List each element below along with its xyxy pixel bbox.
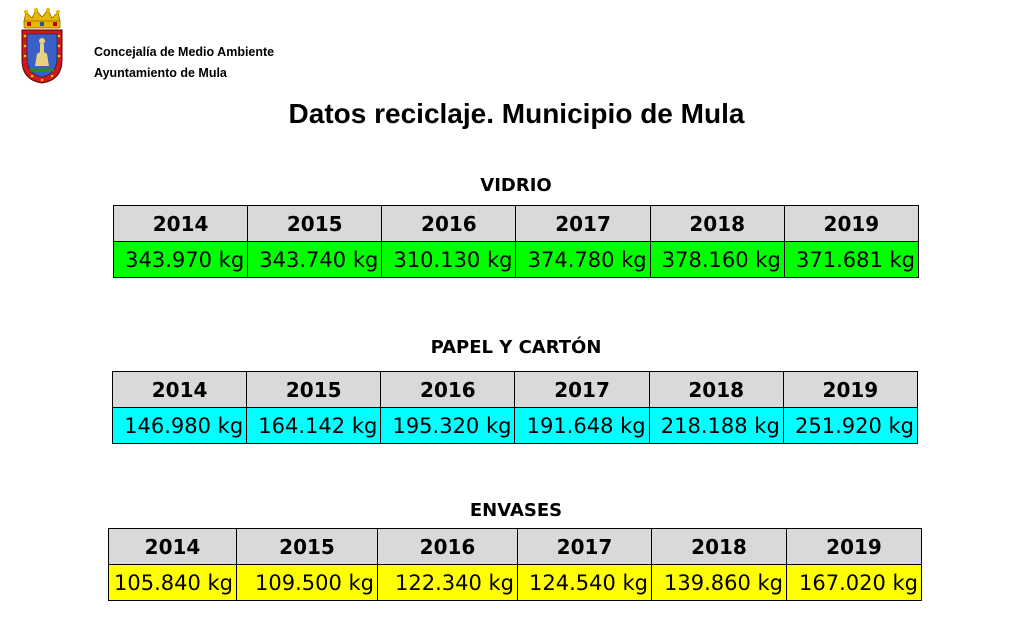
year-cell: 2019: [783, 372, 917, 408]
value-cell: 124.540 kg: [518, 565, 652, 601]
year-cell: 2014: [114, 206, 248, 242]
value-cell: 310.130 kg: [382, 242, 516, 278]
value-cell: 109.500 kg: [237, 565, 378, 601]
value-cell: 191.648 kg: [515, 408, 649, 444]
council-name: Ayuntamiento de Mula: [94, 66, 227, 80]
year-cell: 2015: [248, 206, 382, 242]
year-cell: 2016: [381, 372, 515, 408]
value-cell: 343.740 kg: [248, 242, 382, 278]
year-cell: 2016: [382, 206, 516, 242]
value-cell: 378.160 kg: [650, 242, 784, 278]
year-cell: 2018: [650, 206, 784, 242]
papel-carton-table: [112, 371, 918, 444]
organization-header: [94, 42, 274, 84]
section-title-envases: ENVASES: [469, 500, 563, 521]
coat-of-arms-logo: [18, 8, 66, 84]
value-cell: 371.681 kg: [784, 242, 918, 278]
section-title-vidrio: VIDRIO: [480, 175, 552, 196]
year-cell: 2018: [649, 372, 783, 408]
year-cell: 2014: [113, 372, 247, 408]
value-cell: 164.142 kg: [247, 408, 381, 444]
value-cell: 251.920 kg: [783, 408, 917, 444]
envases-table: [108, 528, 922, 601]
year-cell: 2015: [237, 529, 378, 565]
table-value-row: [113, 408, 918, 444]
table-header-row: [109, 529, 922, 565]
year-cell: 2019: [784, 206, 918, 242]
value-cell: 218.188 kg: [649, 408, 783, 444]
page-title: Datos reciclaje. Municipio de Mula: [288, 98, 745, 129]
year-cell: 2015: [247, 372, 381, 408]
value-cell: 195.320 kg: [381, 408, 515, 444]
section-title-papel-carton: PAPEL Y CARTÓN: [430, 337, 602, 358]
year-cell: 2016: [378, 529, 518, 565]
value-cell: 374.780 kg: [516, 242, 650, 278]
value-cell: 343.970 kg: [114, 242, 248, 278]
value-cell: 139.860 kg: [652, 565, 787, 601]
year-cell: 2017: [518, 529, 652, 565]
year-cell: 2017: [516, 206, 650, 242]
year-cell: 2019: [787, 529, 922, 565]
table-header-row: [114, 206, 919, 242]
year-cell: 2017: [515, 372, 649, 408]
value-cell: 105.840 kg: [109, 565, 237, 601]
table-value-row: [114, 242, 919, 278]
table-header-row: [113, 372, 918, 408]
year-cell: 2018: [652, 529, 787, 565]
value-cell: 167.020 kg: [787, 565, 922, 601]
value-cell: 146.980 kg: [113, 408, 247, 444]
table-value-row: [109, 565, 922, 601]
department-name: Concejalía de Medio Ambiente: [94, 45, 275, 59]
vidrio-table: [113, 205, 919, 278]
value-cell: 122.340 kg: [378, 565, 518, 601]
year-cell: 2014: [109, 529, 237, 565]
